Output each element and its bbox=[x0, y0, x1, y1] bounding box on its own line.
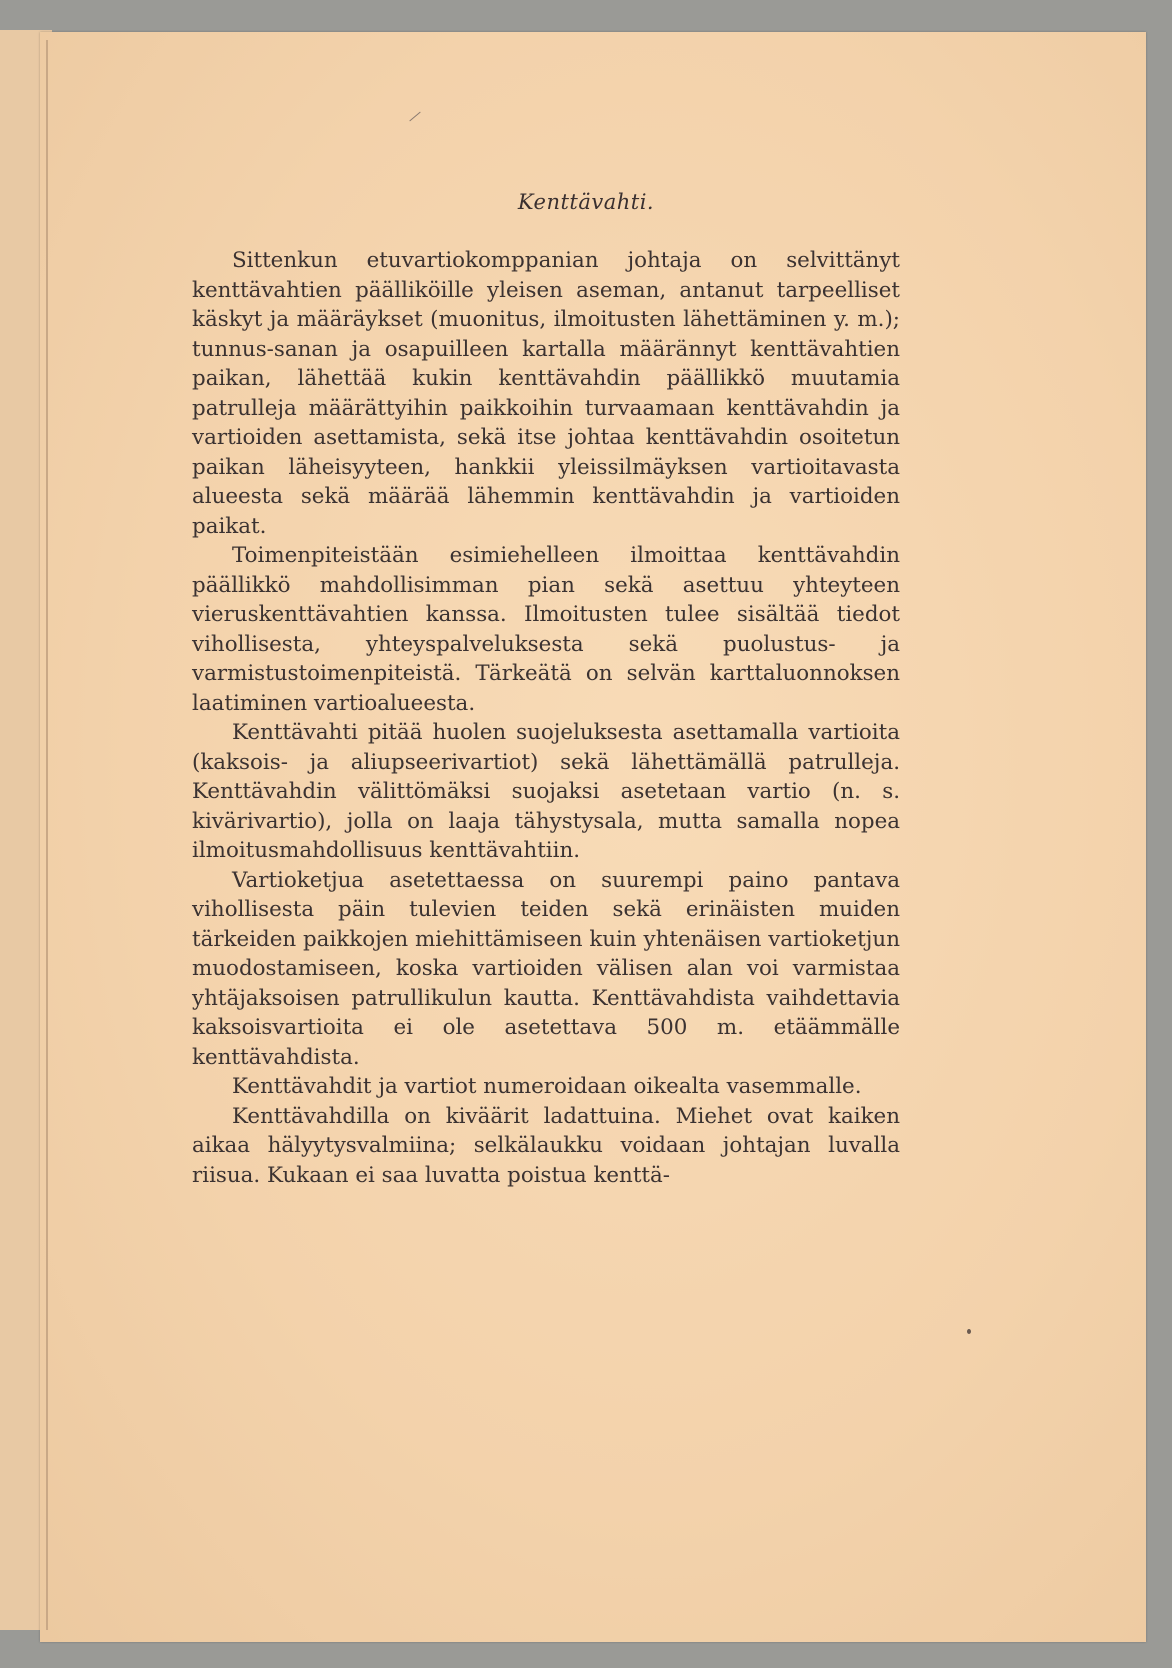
paragraph-3: Kenttävahti pitää huolen suojeluksesta asettamalla vartioita (kaksois- ja aliupseerivartiot) sekä lähettämällä patrulleja. Kenttävahdin välittömäksi suojaksi asetetaan vartio (n. s. kivärivartio), jolla on laaja tähystysala, mutta samalla nopea ilmoitusmahdollisuus kenttävahtiin. bbox=[192, 720, 900, 863]
paragraph-2: Toimenpiteistään esimiehelleen ilmoittaa kenttävahdin päällikkö mahdollisimman pian sekä asettuu yhteyteen vieruskenttävahtien kanssa. Ilmoitusten tulee sisältää tiedot vihollisesta, yhteyspalveluksesta sekä puolustus- ja varmistustoimenpiteistä. Tärkeätä on selvän karttaluonnoksen laatiminen vartioalueesta. bbox=[192, 543, 900, 716]
page-fold-line bbox=[46, 40, 48, 1630]
paragraph-4: Vartioketjua asetettaessa on suurempi paino pantava vihollisesta päin tulevien teiden sekä erinäisten muiden tärkeiden paikkojen miehittämiseen kuin yhtenäisen vartioketjun muodostamiseen, koska vartioiden välisen alan voi varmistaa yhtäjaksoisen patrullikulun kautta. Kenttävahdista vaihdettavia kaksoisvartioita ei ole asetettava 500 m. etäämmälle kenttävahdista. bbox=[192, 867, 900, 1070]
paragraph-6: Kenttävahdilla on kiväärit ladattuina. Miehet ovat kaiken aikaa hälyytysvalmiina; selkälaukku voidaan johtajan luvalla riisua. Kukaan ei saa luvatta poistua kenttä- bbox=[192, 1103, 900, 1188]
body-text bbox=[192, 246, 900, 1190]
paragraph-5: Kenttävahdit ja vartiot numeroidaan oikealta vasemmalle. bbox=[232, 1074, 862, 1099]
page-title: Kenttävahti. bbox=[517, 190, 655, 214]
paragraph-1: Sittenkun etuvartiokomppanian johtaja on selvittänyt kenttävahtien päälliköille yleisen aseman, antanut tarpeelliset käskyt ja määräykset (muonitus, ilmoitusten lähettäminen y. m.); tunnus-sanan ja osapuilleen kartalla määrännyt kenttävahtien paikan, lähettää kukin kenttävahdin päällikkö muutamia patrulleja määrättyihin paikkoihin turvaamaan kenttävahdin ja vartioiden asettamista, sekä itse johtaa kenttävahdin osoitetun paikan läheisyyteen, hankkii yleissilmäyksen vartioitavasta alueesta sekä määrää lähemmin kenttävahdin ja vartioiden paikat. bbox=[192, 248, 900, 539]
ink-speck bbox=[967, 1329, 971, 1334]
